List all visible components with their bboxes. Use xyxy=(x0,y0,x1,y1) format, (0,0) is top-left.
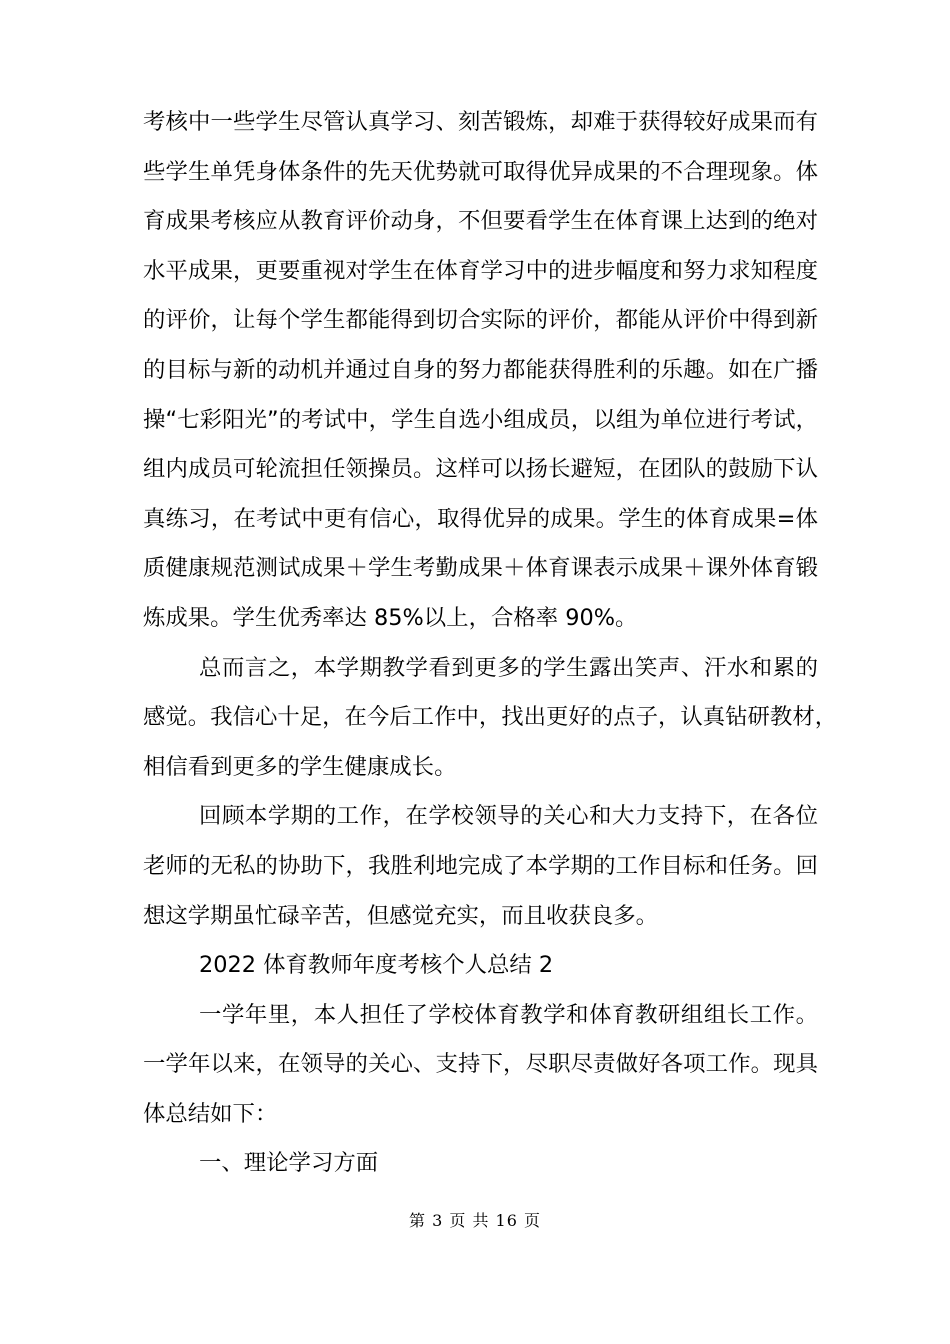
text-line: 的评价，让每个学生都能得到切合实际的评价，都能从评价中得到新 xyxy=(143,307,818,334)
text-line: 炼成果。学生优秀率达 85%以上，合格率 90%。 xyxy=(143,604,638,631)
paragraph-start-line: 回顾本学期的工作，在学校领导的关心和大力支持下，在各位 xyxy=(199,803,818,830)
subsection-heading: 一、理论学习方面 xyxy=(199,1150,379,1177)
text-line: 的目标与新的动机并通过自身的努力都能获得胜利的乐趣。如在广播 xyxy=(143,356,818,383)
document-body xyxy=(143,98,838,1189)
text-line: 老师的无私的协助下，我胜利地完成了本学期的工作目标和任务。回 xyxy=(143,852,818,879)
text-line: 真练习，在考试中更有信心，取得优异的成果。学生的体育成果=体 xyxy=(143,505,818,532)
text-line: 考核中一些学生尽管认真学习、刻苦锻炼，却难于获得较好成果而有 xyxy=(143,109,818,135)
section-heading: 2022 体育教师年度考核个人总结 2 xyxy=(199,952,554,979)
page-footer: 第 3 页 共 16 页 xyxy=(409,1211,541,1230)
text-line: 质健康规范测试成果＋学生考勤成果＋体育课表示成果＋课外体育锻 xyxy=(143,555,818,582)
text-line: 水平成果，更要重视对学生在体育学习中的进步幅度和努力求知程度 xyxy=(143,257,818,284)
paragraph-start-line: 总而言之，本学期教学看到更多的学生露出笑声、汗水和累的 xyxy=(199,654,818,681)
text-line: 想这学期虽忙碌辛苦，但感觉充实，而且收获良多。 xyxy=(143,902,658,929)
paragraph-start-line: 一学年里，本人担任了学校体育教学和体育教研组组长工作。 xyxy=(199,1001,818,1028)
text-line: 组内成员可轮流担任领操员。这样可以扬长避短，在团队的鼓励下认 xyxy=(143,456,818,483)
text-line: 体总结如下： xyxy=(143,1100,278,1127)
text-line: 育成果考核应从教育评价动身，不但要看学生在体育课上达到的绝对 xyxy=(143,208,818,235)
text-line: 相信看到更多的学生健康成长。 xyxy=(143,753,457,780)
text-line: 些学生单凭身体条件的先天优势就可取得优异成果的不合理现象。体 xyxy=(143,158,818,185)
text-line: 操“七彩阳光”的考试中，学生自选小组成员，以组为单位进行考试， xyxy=(143,406,818,433)
text-line: 感觉。我信心十足，在今后工作中，找出更好的点子，认真钻研教材， xyxy=(143,704,838,731)
text-line: 一学年以来，在领导的关心、支持下，尽职尽责做好各项工作。现具 xyxy=(143,1051,818,1078)
